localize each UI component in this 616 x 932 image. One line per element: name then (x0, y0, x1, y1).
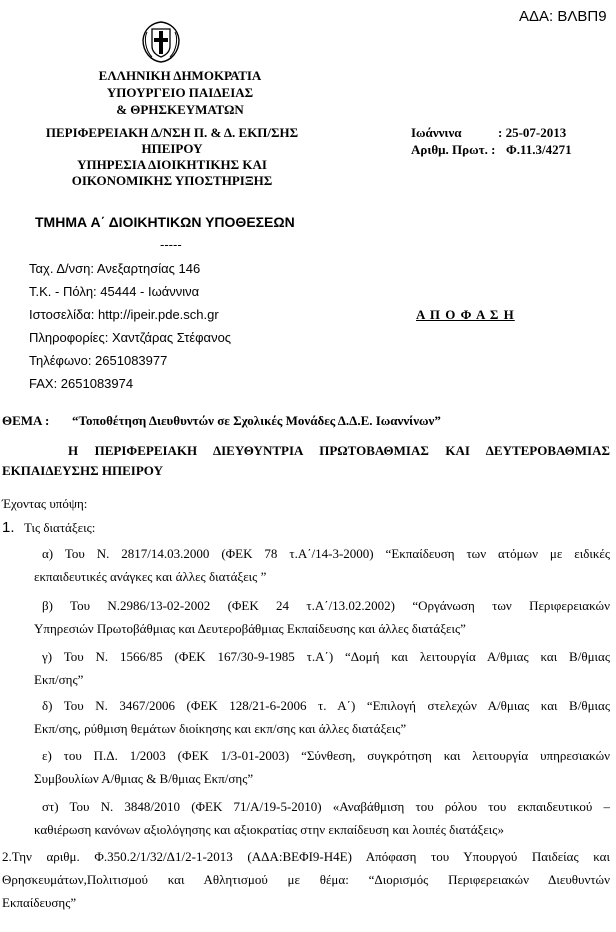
fax-line: FAX: 2651083974 (29, 376, 134, 391)
provision-a: α) Του Ν. 2817/14.03.2000 (ΦΕΚ 78 τ.Α΄/14-3-2000) “Εκπαίδευση των ατόμων με ειδικές εκπαιδευτικές ανάγκες και άλλες διατάξεις ” (34, 546, 610, 584)
document-date: : 25-07-2013 (498, 125, 567, 140)
item-2: 2.Την αριθμ. Φ.350.2/1/32/Δ1/2-1-2013 (ΑΔΑ:ΒΕΦΙ9-Η4Ε) Απόφαση του Υπουργού Παιδείας και Θρησκευμάτων,Πολιτισμού και Αθλητισμού με θέμα: “Διορισμός Περιφερειακών Διευθυντών Εκπαίδευσης” (2, 849, 610, 910)
provision-e: ε) του Π.Δ. 1/2003 (ΦΕΚ 1/3-01-2003) “Σύνθεση, συγκρότηση και λειτουργία υπηρεσιακών Συμβουλίων Α/θμιας & Β/θμιας Εκπ/σης” (34, 748, 610, 786)
subject-label: ΘΕΜΑ : (2, 413, 50, 428)
protocol-number: Φ.11.3/4271 (506, 142, 572, 157)
state-name: ΕΛΛΗΝΙΚΗ ΔΗΜΟΚΡΑΤΙΑ (98, 68, 262, 83)
protocol-label: Αριθμ. Πρωτ. : (411, 142, 496, 157)
separator: ----- (160, 237, 182, 252)
ministry-name: ΥΠΟΥΡΓΕΙΟ ΠΑΙΔΕΙΑΣ (106, 85, 254, 100)
greek-emblem-icon (140, 20, 182, 64)
ministry-name-cont: & ΘΡΗΣΚΕΥΜΑΤΩΝ (116, 102, 244, 117)
director-title: Η ΠΕΡΙΦΕΡΕΙΑΚΗ ΔΙΕΥΘΥΝΤΡΙΑ ΠΡΩΤΟΒΑΘΜΙΑΣ ΚΑΙ ΔΕΥΤΕΡΟΒΑΘΜΙΑΣ ΕΚΠΑΙΔΕΥΣΗΣ ΗΠΕΙΡΟΥ (2, 443, 610, 478)
provision-c: γ) Του Ν. 1566/85 (ΦΕΚ 167/30-9-1985 τ.Α΄) “Δομή και λειτουργία Α/θμιας και Β/θμιας Εκπ/σης” (34, 649, 610, 687)
place-label: Ιωάννινα (411, 125, 462, 140)
ada-code: ΑΔΑ: ΒΛΒΠ9 (519, 8, 607, 25)
service-name-cont: ΟΙΚΟΝΟΜΙΚΗΣ ΥΠΟΣΤΗΡΙΞΗΣ (71, 173, 273, 188)
info-contact-line: Πληροφορίες: Χαντζάρας Στέφανος (29, 330, 232, 345)
provision-b: β) Του Ν.2986/13-02-2002 (ΦΕΚ 24 τ.Α΄/13.02.2002) “Οργάνωση των Περιφερειακών Υπηρεσιών Πρωτοβάθμιας και Δευτεροβάθμιας Εκπαίδευσης και άλλες διατάξεις” (34, 598, 610, 636)
decision-heading: Α Π Ο Φ Α Σ Η (416, 307, 515, 322)
directorate-region: ΗΠΕΙΡΟΥ (141, 141, 203, 156)
item-1-number: 1. (2, 519, 15, 536)
department-name: ΤΜΗΜΑ Α΄ ΔΙΟΙΚΗΤΙΚΩΝ ΥΠΟΘΕΣΕΩΝ (35, 214, 295, 230)
having-regard-label: Έχοντας υπόψη: (2, 496, 88, 511)
provision-d: δ) Του Ν. 3467/2006 (ΦΕΚ 128/21-6-2006 τ. Α΄) “Επιλογή στελεχών Α/θμιας και Β/θμιας Εκπ/σης, ρύθμιση θεμάτων διοίκησης και εκπ/σης και άλλες διατάξεις” (34, 698, 610, 736)
provision-f: στ) Του Ν. 3848/2010 (ΦΕΚ 71/Α/19-5-2010) «Αναβάθμιση του ρόλου του εκπαιδευτικού – καθιέρωση κανόνων αξιολόγησης και αξιοκρατίας στην εκπαίδευση και λοιπές διατάξεις» (34, 799, 610, 837)
item-1-text: Τις διατάξεις: (24, 520, 96, 535)
directorate-name: ΠΕΡΙΦΕΡΕΙΑΚΗ Δ/ΝΣΗ Π. & Δ. ΕΚΠ/ΣΗΣ (45, 125, 299, 140)
postcode-line: Τ.Κ. - Πόλη: 45444 - Ιωάννινα (29, 284, 200, 299)
subject-text: “Τοποθέτηση Διευθυντών σε Σχολικές Μονάδες Δ.Δ.Ε. Ιωαννίνων” (72, 413, 441, 428)
phone-line: Τηλέφωνο: 2651083977 (29, 353, 168, 368)
service-name: ΥΠΗΡΕΣΙΑ ΔΙΟΙΚΗΤΙΚΗΣ ΚΑΙ (77, 157, 267, 172)
address-line: Ταχ. Δ/νση: Ανεξαρτησίας 146 (29, 261, 201, 276)
website-line: Ιστοσελίδα: http://ipeir.pde.sch.gr (29, 307, 219, 322)
